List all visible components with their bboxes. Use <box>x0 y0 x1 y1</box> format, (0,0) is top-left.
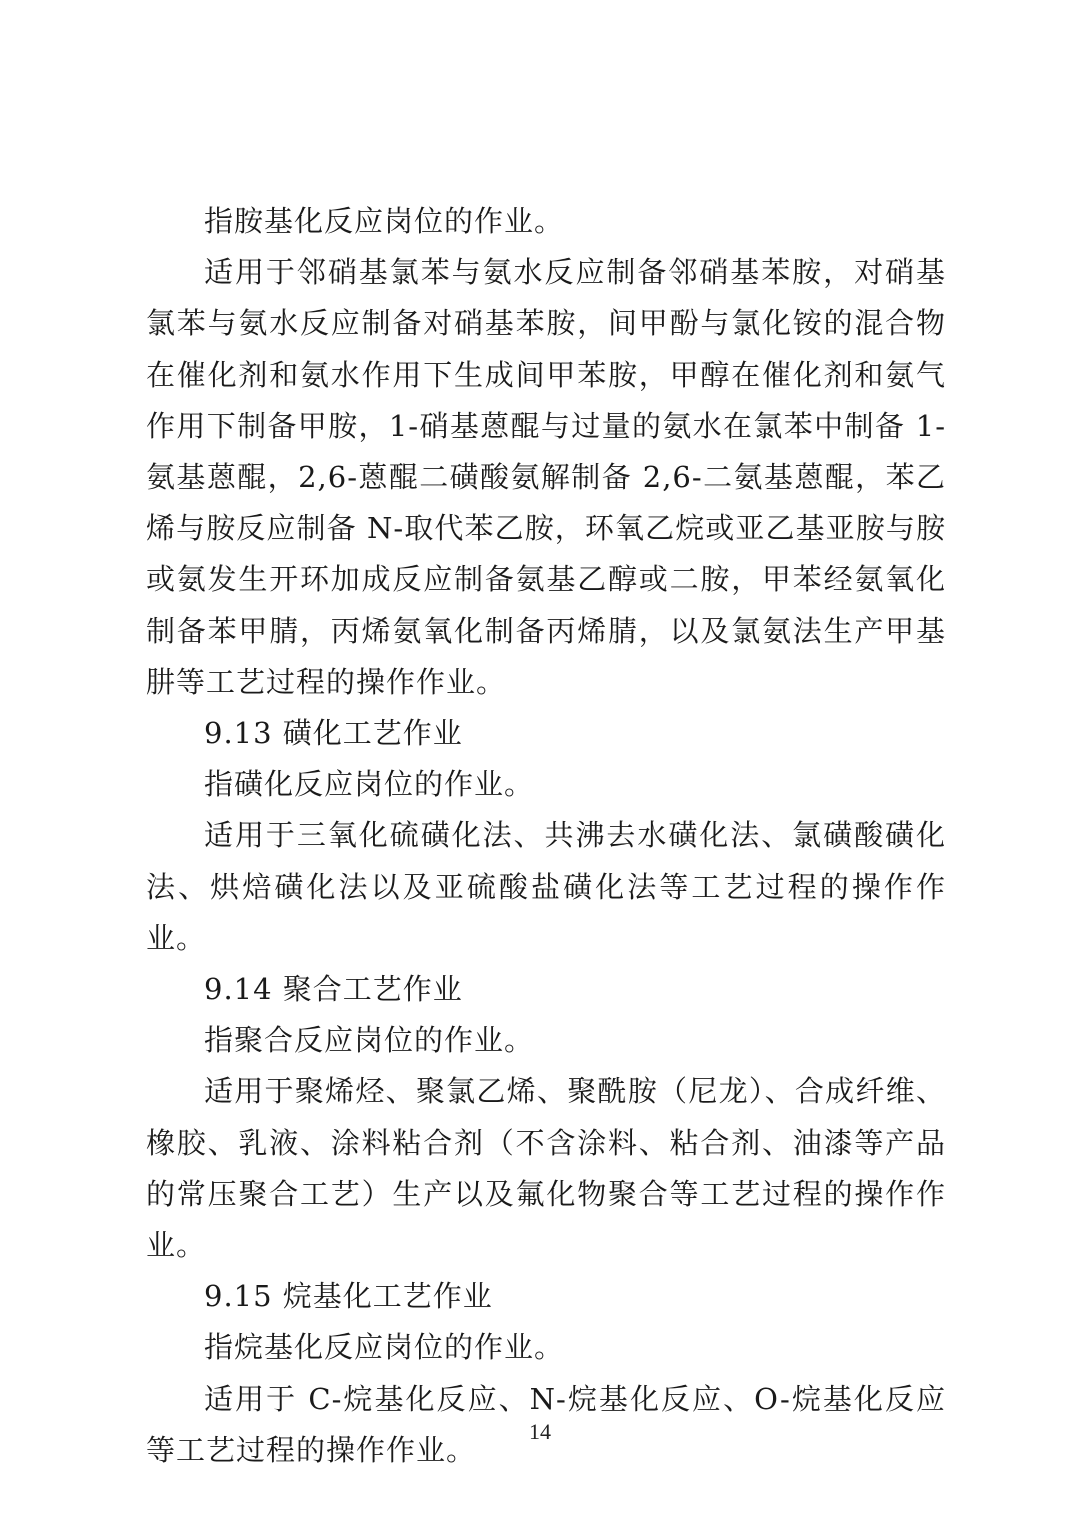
document-body <box>146 196 946 1476</box>
section-heading-9-14: 9.14 聚合工艺作业 <box>204 972 463 1007</box>
paragraph-sulfonation-definition: 指磺化反应岗位的作业。 <box>204 767 535 802</box>
paragraph-alkylation-definition: 指烷基化反应岗位的作业。 <box>204 1330 565 1365</box>
paragraph-amination-definition: 指胺基化反应岗位的作业。 <box>204 204 565 238</box>
paragraph-amination-scope: 适用于邻硝基氯苯与氨水反应制备邻硝基苯胺，对硝基氯苯与氨水反应制备对硝基苯胺，间甲酚与氯化铵的混合物在催化剂和氨水作用下生成间甲苯胺，甲醇在催化剂和氨气作用下制备甲胺，1-硝基蒽醌与过量的氨水在氯苯中制备 1-氨基蒽醌，2,6-蒽醌二磺酸氨解制备 2,6-二氨基蒽醌，苯乙烯与胺反应制备 N-取代苯乙胺，环氧乙烷或亚乙基亚胺与胺或氨发生开环加成反应制备氨基乙醇或二胺，甲苯经氨氧化制备苯甲腈，丙烯氨氧化制备丙烯腈，以及氯氨法生产甲基肼等工艺过程的操作作业。 <box>146 255 946 699</box>
paragraph-polymerization-scope: 适用于聚烯烃、聚氯乙烯、聚酰胺（尼龙）、合成纤维、橡胶、乳液、涂料粘合剂（不含涂料、粘合剂、油漆等产品的常压聚合工艺）生产以及氟化物聚合等工艺过程的操作作业。 <box>146 1074 946 1263</box>
paragraph-alkylation-scope: 适用于 C-烷基化反应、N-烷基化反应、O-烷基化反应等工艺过程的操作作业。 <box>146 1381 946 1467</box>
section-heading-9-15: 9.15 烷基化工艺作业 <box>204 1279 493 1314</box>
paragraph-polymerization-definition: 指聚合反应岗位的作业。 <box>204 1023 535 1058</box>
paragraph-sulfonation-scope: 适用于三氧化硫磺化法、共沸去水磺化法、氯磺酸磺化法、烘焙磺化法以及亚硫酸盐磺化法等工艺过程的操作作业。 <box>146 818 946 955</box>
page-number: 14 <box>529 1419 551 1444</box>
section-heading-9-13: 9.13 磺化工艺作业 <box>204 716 463 751</box>
